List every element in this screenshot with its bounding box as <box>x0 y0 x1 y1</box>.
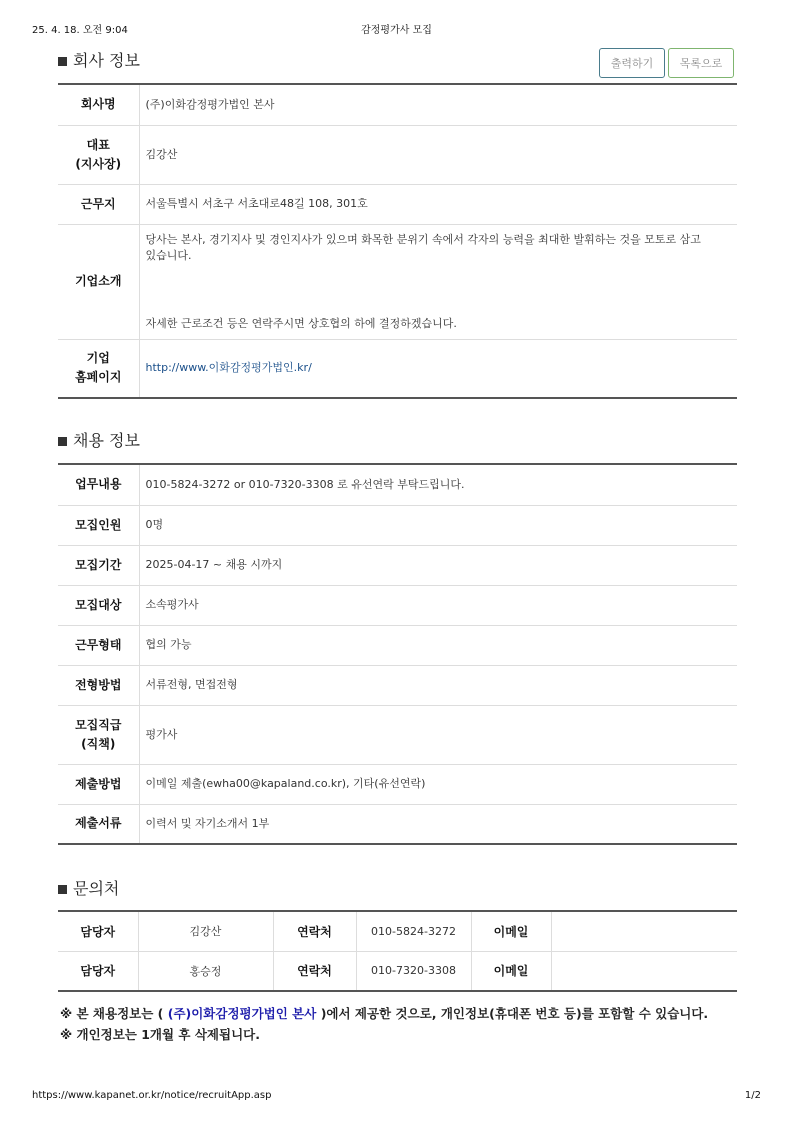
page-number: 1/2 <box>744 1090 761 1101</box>
company-intro-value <box>139 224 737 339</box>
row-value: 010-5824-3272 or 010-7320-3308 로 유선연락 부탁드립니다. <box>139 464 737 505</box>
email-value <box>551 911 737 951</box>
table-row <box>58 184 737 224</box>
table-row <box>58 224 737 339</box>
row-label: 근무형태 <box>58 625 139 665</box>
manager-value: 김강산 <box>138 911 273 951</box>
square-bullet-icon <box>58 885 67 894</box>
table-row <box>58 545 737 585</box>
ceo-value: 김강산 <box>139 125 737 184</box>
row-value: 소속평가사 <box>139 585 737 625</box>
workplace-value: 서울특별시 서초구 서초대로48길 108, 301호 <box>139 184 737 224</box>
phone-label: 연락처 <box>273 911 356 951</box>
table-row <box>58 764 737 804</box>
table-row <box>58 665 737 705</box>
print-header <box>32 21 761 35</box>
row-value: 평가사 <box>139 705 737 764</box>
table-row <box>58 505 737 545</box>
contact-section-heading: 문의처 <box>58 876 119 899</box>
row-label: 제출방법 <box>58 764 139 804</box>
phone-value: 010-7320-3308 <box>356 951 471 991</box>
company-info-table <box>58 83 737 399</box>
phone-value: 010-5824-3272 <box>356 911 471 951</box>
row-value: 이메일 제출(ewha00@kapaland.co.kr), 기타(유선연락) <box>139 764 737 804</box>
intro-paragraph: 당사는 본사, 경기지사 및 경인지사가 있으며 화목한 분위기 속에서 각자의 능력을 최대한 발휘하는 것을 모토로 삼고 있습니다. <box>145 232 701 262</box>
row-label: 기업소개 <box>58 224 139 339</box>
homepage-cell <box>139 339 737 398</box>
row-label: 회사명 <box>58 84 139 125</box>
row-value: 0명 <box>139 505 737 545</box>
row-label: 모집인원 <box>58 505 139 545</box>
row-value: 2025-04-17 ~ 채용 시까지 <box>139 545 737 585</box>
intro-paragraph: 자세한 근로조건 등은 연락주시면 상호협의 하에 결정하겠습니다. <box>145 316 457 330</box>
email-label: 이메일 <box>471 911 551 951</box>
table-row <box>58 585 737 625</box>
square-bullet-icon <box>58 57 67 66</box>
table-row <box>58 464 737 505</box>
row-label: 전형방법 <box>58 665 139 705</box>
list-button[interactable]: 목록으로 <box>668 48 734 78</box>
row-label: 기업 홈페이지 <box>58 339 139 398</box>
notice-company-name: (주)이화감정평가법인 본사 <box>167 1006 317 1021</box>
manager-label: 담당자 <box>58 951 138 991</box>
deletion-notice: ※ 개인정보는 1개월 후 삭제됩니다. <box>60 1027 260 1042</box>
square-bullet-icon <box>58 437 67 446</box>
row-value: 이력서 및 자기소개서 1부 <box>145 816 270 830</box>
recruit-info-table <box>58 463 737 845</box>
table-row <box>58 911 737 951</box>
recruit-section-heading: 채용 정보 <box>58 428 140 451</box>
manager-value: 홍승정 <box>138 951 273 991</box>
row-label: 근무지 <box>58 184 139 224</box>
print-date: 25. 4. 18. 오전 9:04 <box>32 25 128 36</box>
company-name-value: (주)이화감정평가법인 본사 <box>139 84 737 125</box>
table-row <box>58 125 737 184</box>
email-label: 이메일 <box>471 951 551 991</box>
email-value <box>551 951 737 991</box>
print-url: https://www.kapanet.or.kr/notice/recruitApp.asp <box>32 1090 272 1101</box>
row-value: 서류전형, 면접전형 <box>139 665 737 705</box>
row-label: 대표 (지사장) <box>58 125 139 184</box>
table-row <box>58 339 737 398</box>
row-label: 모집직급 (직책) <box>58 705 139 764</box>
privacy-notice: ※ 본 채용정보는 ( (주)이화감정평가법인 본사 )에서 제공한 것으로, 개인정보(휴대폰 번호 등)를 포함할 수 있습니다. <box>60 1006 709 1021</box>
table-row <box>58 804 737 844</box>
print-button[interactable]: 출력하기 <box>599 48 665 78</box>
table-row <box>58 625 737 665</box>
table-row <box>58 705 737 764</box>
print-title: 감정평가사 모집 <box>361 25 432 36</box>
phone-label: 연락처 <box>273 951 356 991</box>
row-label: 모집대상 <box>58 585 139 625</box>
company-section-heading: 회사 정보 <box>58 48 140 71</box>
row-label: 업무내용 <box>58 464 139 505</box>
homepage-link[interactable]: http://www.이화감정평가법인.kr/ <box>145 361 312 375</box>
manager-label: 담당자 <box>58 911 138 951</box>
row-value: 협의 가능 <box>139 625 737 665</box>
contact-table <box>58 910 737 992</box>
row-label: 모집기간 <box>58 545 139 585</box>
table-row <box>58 951 737 991</box>
row-label: 제출서류 <box>58 804 139 844</box>
table-row <box>58 84 737 125</box>
print-footer <box>32 1090 761 1104</box>
